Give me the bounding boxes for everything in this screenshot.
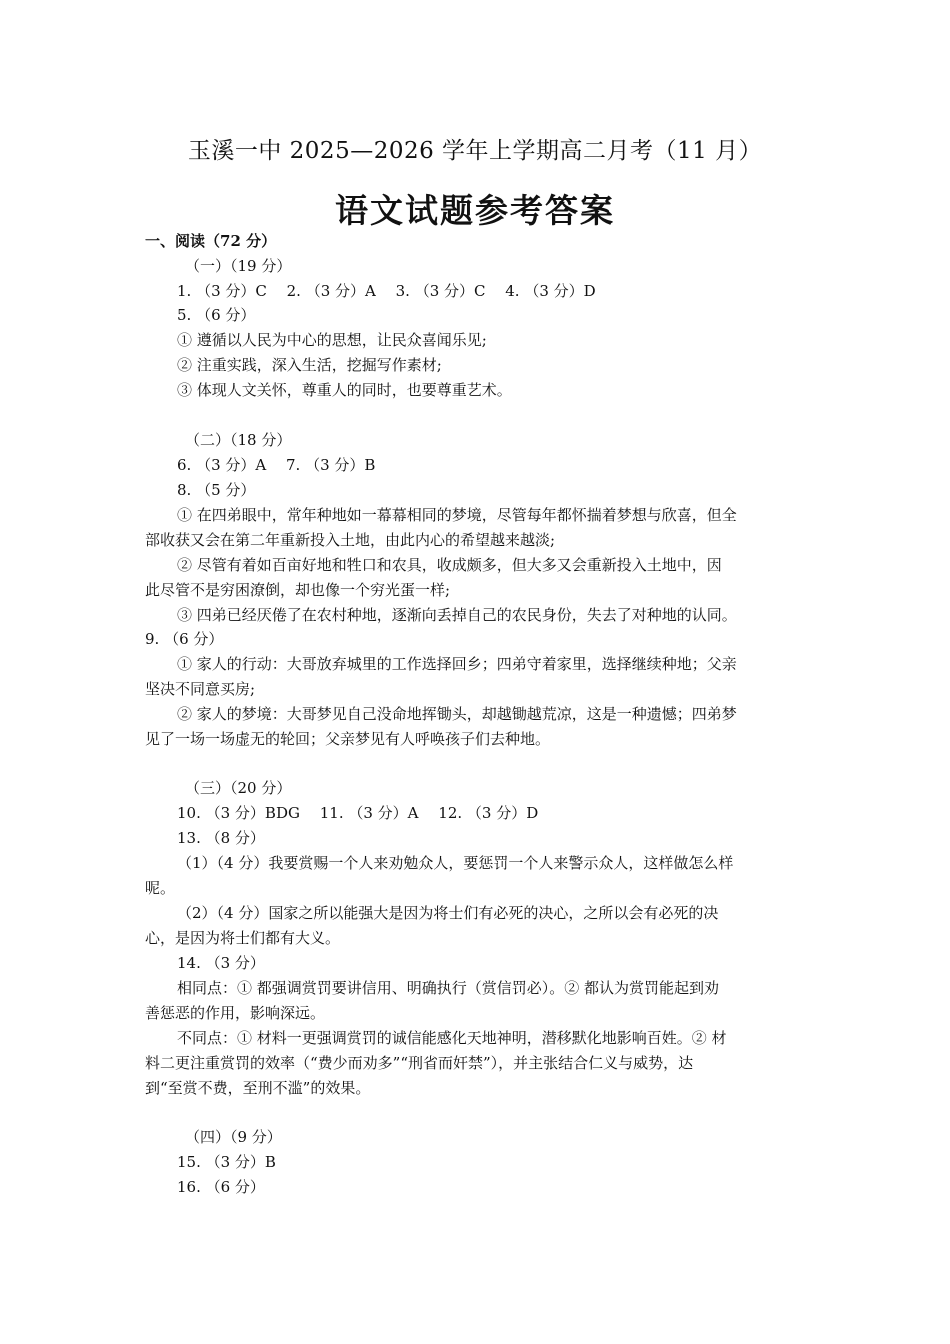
answer-line: 15. （3 分）B	[177, 1153, 276, 1171]
answer-point: ③ 体现人文关怀，尊重人的同时，也要尊重艺术。	[177, 381, 512, 399]
answer-point-cont: 见了一场一场虚无的轮回；父亲梦见有人呼唤孩子们去种地。	[145, 730, 551, 748]
answer-point-cont: 坚决不同意买房;	[145, 680, 256, 698]
answer-point-cont: 部收获又会在第二年重新投入土地，由此内心的希望越来越淡;	[145, 531, 556, 549]
section-heading: （四）（9 分）	[185, 1128, 282, 1146]
answer-point-cont: 呢。	[145, 879, 176, 897]
exam-title: 玉溪一中 2025—2026 学年上学期高二月考（11 月）	[187, 138, 763, 164]
question-heading: 5. （6 分）	[177, 306, 256, 324]
answer-line: 6. （3 分）A 7. （3 分）B	[177, 456, 376, 474]
answer-point: ① 遵循以人民为中心的思想，让民众喜闻乐见;	[177, 331, 487, 349]
question-heading: 8. （5 分）	[177, 481, 256, 499]
answer-point: ① 家人的行动：大哥放弃城里的工作选择回乡；四弟守着家里，选择继续种地；父亲	[177, 655, 737, 673]
answer-point-cont: 到“至赏不费，至刑不滥”的效果。	[145, 1079, 371, 1097]
section-heading: （一）（19 分）	[185, 257, 292, 275]
answer-point: 不同点：① 材料一更强调赏罚的诚信能感化天地神明，潜移默化地影响百姓。② 材	[177, 1029, 727, 1047]
document-title: 语文试题参考答案	[335, 191, 615, 230]
answer-point: ② 尽管有着如百亩好地和牲口和农具，收成颇多，但大多又会重新投入土地中，因	[177, 556, 722, 574]
answer-point-cont: 心，是因为将士们都有大义。	[145, 929, 341, 947]
question-heading: 9. （6 分）	[145, 630, 224, 648]
question-heading: 16. （6 分）	[177, 1178, 265, 1196]
question-heading: 14. （3 分）	[177, 954, 265, 972]
question-heading: 13. （8 分）	[177, 829, 265, 847]
answer-point: （2）（4 分）国家之所以能强大是因为将士们有必死的决心，之所以会有必死的决	[177, 904, 719, 922]
answer-point: ① 在四弟眼中，常年种地如一幕幕相同的梦境，尽管每年都怀揣着梦想与欣喜，但全	[177, 506, 737, 524]
answer-point-cont: 此尽管不是穷困潦倒，却也像一个穷光蛋一样;	[145, 581, 451, 599]
part-heading: 一、阅读（72 分）	[145, 232, 277, 250]
section-heading: （二）（18 分）	[185, 431, 292, 449]
answer-line: 1. （3 分）C 2. （3 分）A 3. （3 分）C 4. （3 分）D	[177, 282, 596, 300]
answer-point-cont: 善惩恶的作用，影响深远。	[145, 1004, 326, 1022]
answer-point: ② 注重实践，深入生活，挖掘写作素材;	[177, 356, 442, 374]
answer-line: 10. （3 分）BDG 11. （3 分）A 12. （3 分）D	[177, 804, 539, 822]
answer-point-cont: 料二更注重赏罚的效率（“费少而劝多”“刑省而奸禁”），并主张结合仁义与威势，达	[145, 1054, 694, 1072]
section-heading: （三）（20 分）	[185, 779, 292, 797]
answer-point: 相同点：① 都强调赏罚要讲信用、明确执行（赏信罚必）。② 都认为赏罚能起到劝	[177, 979, 720, 997]
answer-point: ③ 四弟已经厌倦了在农村种地，逐渐向丢掉自己的农民身份，失去了对种地的认同。	[177, 606, 737, 624]
answer-point: ② 家人的梦境：大哥梦见自己没命地挥锄头，却越锄越荒凉，这是一种遗憾；四弟梦	[177, 705, 737, 723]
answer-point: （1）（4 分）我要赏赐一个人来劝勉众人，要惩罚一个人来警示众人，这样做怎么样	[177, 854, 734, 872]
